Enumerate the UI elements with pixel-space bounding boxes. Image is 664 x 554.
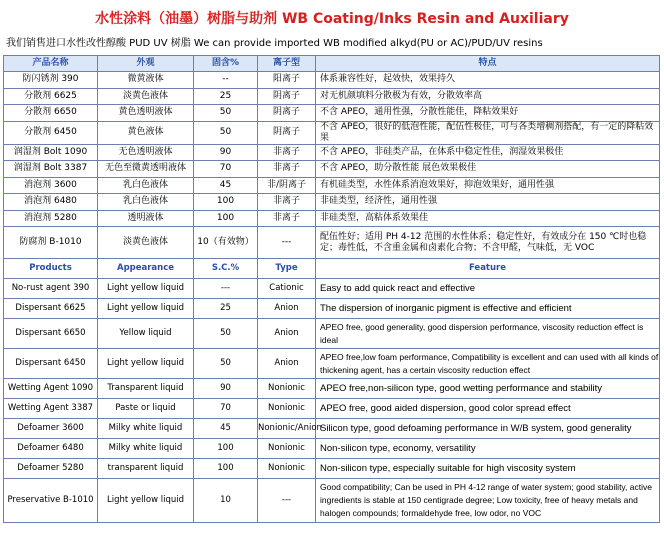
table-cell: Defoamer 5280	[4, 459, 98, 479]
table-row	[4, 161, 660, 178]
table-row	[4, 379, 660, 399]
table-row	[4, 349, 660, 379]
table-cell: 有机硅类型，水性体系消泡效果好，抑泡效果好，通用性强	[316, 177, 660, 194]
table-cell: 不含 APEO，非硅类产品，在体系中稳定性佳，润湿效果极佳	[316, 144, 660, 161]
table-cell: 阴离子	[258, 105, 316, 122]
table-cell: The dispersion of inorganic pigment is effective and efficient	[316, 299, 660, 319]
table-row	[4, 121, 660, 144]
table-cell: Anion	[258, 299, 316, 319]
table-row	[4, 194, 660, 211]
table-cell: 45	[194, 419, 258, 439]
table-cell: Dispersant 6450	[4, 349, 98, 379]
table-cell: Light yellow liquid	[98, 479, 194, 523]
table-row	[4, 144, 660, 161]
table-cell: 淡黄色液体	[98, 227, 194, 259]
table-cell: Wetting Agent 1090	[4, 379, 98, 399]
table-cell: Milky white liquid	[98, 439, 194, 459]
table-cell: 25	[194, 88, 258, 105]
table-cell: Light yellow liquid	[98, 299, 194, 319]
column-header: Type	[258, 259, 316, 279]
table-cell: 黄色液体	[98, 121, 194, 144]
table-row	[4, 419, 660, 439]
table-cell: 非离子	[258, 210, 316, 227]
table-cell: 50	[194, 349, 258, 379]
table-row	[4, 88, 660, 105]
table-cell: Good compatibility; Can be used in PH 4-12 range of water system; good stability, active ingredients is stable at 150 centigrade degree; Low toxicity, free of heavy metals and halogen compounds; formaldehyde free, low odor, no VOC	[316, 479, 660, 523]
table-row	[4, 299, 660, 319]
table-cell: Easy to add quick react and effective	[316, 279, 660, 299]
table-row	[4, 279, 660, 299]
table-cell: Nonionic	[258, 399, 316, 419]
table-cell: 25	[194, 299, 258, 319]
table-cell: 10（有效物）	[194, 227, 258, 259]
table-cell: Anion	[258, 349, 316, 379]
table-cell: Silicon type, good defoaming performance in W/B system, good generality	[316, 419, 660, 439]
product-table	[3, 55, 660, 523]
column-header: 固含%	[194, 56, 258, 72]
table-cell: 非硅类型，经济性，通用性强	[316, 194, 660, 211]
column-header: 离子型	[258, 56, 316, 72]
table-cell: 50	[194, 105, 258, 122]
table-cell: Nonionic	[258, 379, 316, 399]
table-cell: 透明液体	[98, 210, 194, 227]
table-cell: APEO free, good aided dispersion, good color spread effect	[316, 399, 660, 419]
table-cell: 90	[194, 144, 258, 161]
table-cell: Anion	[258, 319, 316, 349]
table-cell: Nonionic	[258, 439, 316, 459]
table-row	[4, 177, 660, 194]
table-cell: 分散剂 6625	[4, 88, 98, 105]
table-row	[4, 72, 660, 89]
table-cell: 阴离子	[258, 88, 316, 105]
table-row	[4, 439, 660, 459]
table-cell: APEO free,non-silicon type, good wetting performance and stability	[316, 379, 660, 399]
table-row	[4, 210, 660, 227]
table-cell: 不含 APEO，助分散性能 展色效果极佳	[316, 161, 660, 178]
table-cell: 90	[194, 379, 258, 399]
cn_table-header-row	[4, 56, 660, 72]
table-cell: 微黄液体	[98, 72, 194, 89]
table-cell: Light yellow liquid	[98, 349, 194, 379]
table-cell: 淡黄色液体	[98, 88, 194, 105]
table-row	[4, 479, 660, 523]
table-cell: 润湿剂 Bolt 1090	[4, 144, 98, 161]
table-cell: Defoamer 3600	[4, 419, 98, 439]
table-cell: 100	[194, 459, 258, 479]
table-cell: 100	[194, 439, 258, 459]
table-cell: 阳离子	[258, 72, 316, 89]
table-cell: Nonionic/Anion	[258, 419, 316, 439]
en_table-header-row	[4, 259, 660, 279]
page-title: 水性涂料（油墨）树脂与助剂 WB Coating/Inks Resin and Auxiliary	[95, 11, 569, 27]
table-cell: Preservative B-1010	[4, 479, 98, 523]
table-cell: 分散剂 6450	[4, 121, 98, 144]
table-cell: 非/阴离子	[258, 177, 316, 194]
column-header: S.C.%	[194, 259, 258, 279]
table-row	[4, 319, 660, 349]
table-cell: 分散剂 6650	[4, 105, 98, 122]
table-cell: Dispersant 6625	[4, 299, 98, 319]
table-cell: Non-silicon type, economy, versatility	[316, 439, 660, 459]
column-header: 外观	[98, 56, 194, 72]
column-header: 特点	[316, 56, 660, 72]
page-subtitle: 我们销售进口水性改性醇酸 PUD UV 树脂 We can provide imported WB modified alkyd(PU or AC)/PUD/UV resins	[6, 38, 543, 49]
table-cell: 非离子	[258, 194, 316, 211]
table-cell: 对无机颜填料分散极为有效，分散效率高	[316, 88, 660, 105]
table-cell: Non-silicon type, especially suitable for high viscosity system	[316, 459, 660, 479]
table-cell: Yellow liquid	[98, 319, 194, 349]
column-header: 产品名称	[4, 56, 98, 72]
table-cell: Defoamer 6480	[4, 439, 98, 459]
table-cell: 50	[194, 319, 258, 349]
column-header: Feature	[316, 259, 660, 279]
table-cell: ---	[258, 479, 316, 523]
product-table-wrapper	[3, 55, 659, 523]
table-cell: 消泡剂 6480	[4, 194, 98, 211]
table-cell: 配伍性好；适用 PH 4-12 范围的水性体系；稳定性好，有效成分在 150 ℃时也稳定；毒性低，不含重金属和卤素化合物；不含甲醛，气味低，无 VOC	[316, 227, 660, 259]
table-cell: 不含 APEO，通用性强，分散性能佳，降粘效果好	[316, 105, 660, 122]
table-cell: ---	[194, 279, 258, 299]
table-cell: 体系兼容性好，起效快，效果持久	[316, 72, 660, 89]
table-cell: 润湿剂 Bolt 3387	[4, 161, 98, 178]
table-cell: Cationic	[258, 279, 316, 299]
table-cell: 消泡剂 3600	[4, 177, 98, 194]
table-cell: 非离子	[258, 144, 316, 161]
table-cell: 不含 APEO，很好的低泡性能，配伍性极佳，可与各类增稠剂搭配，有一定的降粘效果	[316, 121, 660, 144]
table-cell: ---	[258, 227, 316, 259]
table-cell: 黄色透明液体	[98, 105, 194, 122]
table-cell: 无色至微黄透明液体	[98, 161, 194, 178]
table-row	[4, 459, 660, 479]
table-row	[4, 399, 660, 419]
table-cell: Wetting Agent 3387	[4, 399, 98, 419]
table-cell: No-rust agent 390	[4, 279, 98, 299]
table-cell: Milky white liquid	[98, 419, 194, 439]
table-cell: --	[194, 72, 258, 89]
table-cell: 70	[194, 399, 258, 419]
table-cell: 阴离子	[258, 121, 316, 144]
table-cell: Nonionic	[258, 459, 316, 479]
column-header: Appearance	[98, 259, 194, 279]
table-cell: 100	[194, 194, 258, 211]
table-row	[4, 105, 660, 122]
table-cell: 无色透明液体	[98, 144, 194, 161]
table-cell: 防闪锈剂 390	[4, 72, 98, 89]
column-header: Products	[4, 259, 98, 279]
table-cell: 防腐剂 B-1010	[4, 227, 98, 259]
table-cell: 非硅类型，高粘体系效果佳	[316, 210, 660, 227]
table-cell: transparent liquid	[98, 459, 194, 479]
table-cell: 45	[194, 177, 258, 194]
table-cell: 消泡剂 5280	[4, 210, 98, 227]
table-cell: Transparent liquid	[98, 379, 194, 399]
table-cell: Light yellow liquid	[98, 279, 194, 299]
table-cell: 乳白色液体	[98, 194, 194, 211]
table-cell: 非离子	[258, 161, 316, 178]
table-cell: APEO free,low foam performance, Compatibility is excellent and can used with all kinds of thickening agent, has a certain viscosity reduction effect	[316, 349, 660, 379]
table-cell: 50	[194, 121, 258, 144]
table-cell: Dispersant 6650	[4, 319, 98, 349]
table-row	[4, 227, 660, 259]
table-cell: 10	[194, 479, 258, 523]
table-cell: 乳白色液体	[98, 177, 194, 194]
table-cell: 100	[194, 210, 258, 227]
table-cell: APEO free, good generality, good dispersion performance, viscosity reduction effect is ideal	[316, 319, 660, 349]
table-cell: 70	[194, 161, 258, 178]
table-cell: Paste or liquid	[98, 399, 194, 419]
